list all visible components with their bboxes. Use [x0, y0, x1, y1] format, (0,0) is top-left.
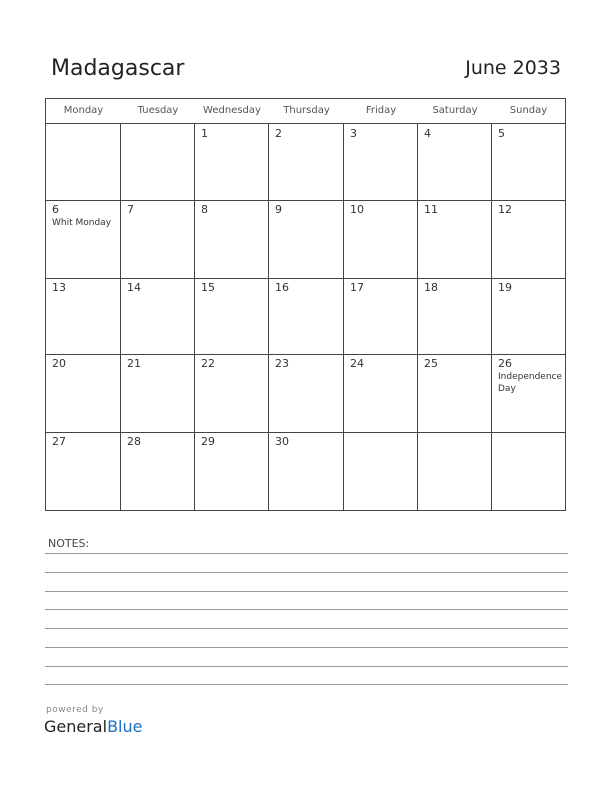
day-cell: [418, 278, 492, 354]
day-cell: [344, 354, 418, 432]
day-cell: [418, 354, 492, 432]
day-cell: [269, 200, 344, 278]
day-number: 24: [350, 357, 364, 370]
day-cell: [492, 432, 565, 510]
day-number: 15: [201, 281, 215, 294]
day-number: 26: [498, 357, 512, 370]
day-cell: [418, 200, 492, 278]
notes-label: NOTES:: [48, 537, 90, 550]
day-cell: [121, 278, 195, 354]
day-number: 22: [201, 357, 215, 370]
brand-general: General: [44, 717, 108, 736]
holiday-label: Independence Day: [498, 372, 563, 394]
day-number: 6: [52, 203, 59, 216]
notes-line: [45, 684, 568, 685]
day-cell: [344, 278, 418, 354]
calendar-grid: [45, 98, 566, 511]
brand-logo: [44, 717, 142, 736]
day-cell: [418, 432, 492, 510]
holiday-label: Whit Monday: [52, 218, 112, 228]
day-number: 18: [424, 281, 438, 294]
day-cell: [492, 354, 565, 432]
day-cell: [46, 432, 121, 510]
day-cell: [46, 200, 121, 278]
brand-blue: Blue: [107, 717, 143, 736]
day-number: 20: [52, 357, 66, 370]
notes-line: [45, 666, 568, 667]
day-number: 10: [350, 203, 364, 216]
notes-line: [45, 591, 568, 592]
day-cell: [492, 200, 565, 278]
day-number: 4: [424, 127, 431, 140]
day-cell: [269, 124, 344, 200]
day-number: 11: [424, 203, 438, 216]
weekday-header: Friday: [365, 105, 397, 116]
day-cell: [46, 278, 121, 354]
weekday-header: Sunday: [509, 105, 548, 116]
day-cell: [269, 354, 344, 432]
weekday-header: Wednesday: [203, 105, 261, 116]
day-cell: [121, 432, 195, 510]
notes-line: [45, 647, 568, 648]
day-cell: [121, 354, 195, 432]
day-number: 21: [127, 357, 141, 370]
day-cell: [418, 124, 492, 200]
notes-line: [45, 628, 568, 629]
day-cell: [46, 354, 121, 432]
month-year-title: June 2033: [465, 57, 561, 79]
day-cell: [195, 124, 269, 200]
day-number: 30: [275, 435, 289, 448]
day-number: 28: [127, 435, 141, 448]
day-number: 5: [498, 127, 505, 140]
powered-by-text: powered by: [46, 705, 104, 715]
day-cell: [195, 432, 269, 510]
day-number: 1: [201, 127, 208, 140]
day-number: 2: [275, 127, 282, 140]
day-cell: [492, 124, 565, 200]
weekday-header: Thursday: [283, 105, 330, 116]
day-cell: [46, 124, 121, 200]
notes-line: [45, 553, 568, 554]
day-cell: [121, 124, 195, 200]
day-number: 25: [424, 357, 438, 370]
day-number: 16: [275, 281, 289, 294]
day-number: 9: [275, 203, 282, 216]
weekday-header-row: [46, 99, 565, 124]
notes-line: [45, 572, 568, 573]
day-number: 3: [350, 127, 357, 140]
day-cell: [269, 432, 344, 510]
weekday-header: Saturday: [432, 105, 478, 116]
day-number: 19: [498, 281, 512, 294]
day-number: 23: [275, 357, 289, 370]
day-cell: [269, 278, 344, 354]
day-number: 12: [498, 203, 512, 216]
day-cell: [344, 432, 418, 510]
day-cell: [492, 278, 565, 354]
day-number: 7: [127, 203, 134, 216]
day-number: 17: [350, 281, 364, 294]
day-number: 27: [52, 435, 66, 448]
day-cell: [195, 200, 269, 278]
day-number: 8: [201, 203, 208, 216]
day-cell: [195, 354, 269, 432]
day-cell: [121, 200, 195, 278]
day-cell: [344, 200, 418, 278]
day-number: 13: [52, 281, 66, 294]
weekday-header: Tuesday: [137, 105, 179, 116]
day-cell: [344, 124, 418, 200]
day-cell: [195, 278, 269, 354]
day-number: 14: [127, 281, 141, 294]
country-title: Madagascar: [51, 56, 185, 81]
notes-line: [45, 609, 568, 610]
day-number: 29: [201, 435, 215, 448]
weekday-header: Monday: [63, 105, 104, 116]
